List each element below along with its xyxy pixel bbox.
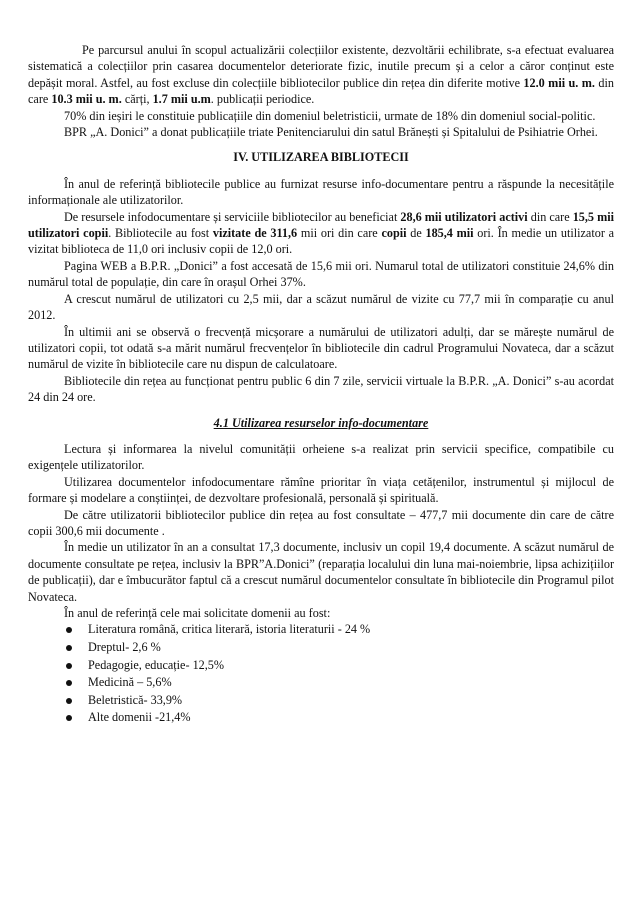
text-run: Pe parcursul anului în scopul actualizării colecțiilor existente, dezvoltării echilibrate, s-a efectuat evaluarea sistematică a colecțiilor prin casarea documentelor deteriorate fizic, inutile precum și a celor a căror conținut este depășit moral. Astfel, au fost excluse din colecțiile bibliotecilor publice din rețea din diferite motive <box>28 43 614 90</box>
emphasized-value: vizitate de 311,6 <box>212 226 298 241</box>
emphasized-value: 185,4 mii <box>425 226 474 241</box>
emphasized-value: 15,5 mii utilizatori copii <box>28 209 614 241</box>
paragraph <box>28 507 614 540</box>
paragraph <box>28 108 614 124</box>
bullet-icon <box>66 645 72 651</box>
text-run: În anul de referință bibliotecile publice au furnizat resurse info-documentare pentru a răspunde la necesitățile informaționale ale utilizatorilor. <box>28 176 614 208</box>
list-item <box>64 709 614 727</box>
text-run: BPR „A. Donici” a donat publicațiile triate Penitenciarului din satul Brănești și Spitalului de Psihiatrie Orhei. <box>64 125 598 140</box>
list-item-label: Pedagogie, educație- 12,5% <box>88 657 225 672</box>
text-run: Lectura și informarea la nivelul comunității orheiene s-a realizat prin servicii specifice, compatibile cu exigențele utilizatorilor. <box>28 441 614 473</box>
section-title: IV. UTILIZAREA BIBLIOTECII <box>233 150 409 165</box>
bullet-icon <box>66 680 72 686</box>
text-run: cărți, <box>121 92 153 107</box>
intro-section <box>28 42 614 140</box>
text-run: . Bibliotecile au fost <box>108 226 213 241</box>
paragraph <box>28 539 614 605</box>
emphasized-value: 12.0 mii u. m. <box>523 75 595 90</box>
paragraph <box>28 42 614 108</box>
paragraph <box>28 474 614 507</box>
text-run: 70% din ieșiri le constituie publicațiile din domeniul beletristicii, urmate de 18% din domeniul social-politic. <box>64 108 596 123</box>
text-run: Utilizarea documentelor infodocumentare rămîne prioritar în viața cetățenilor, instrumentul și mijlocul de formare și modelare a conștiinței, de dezvoltare profesională, personală și spirituală. <box>28 474 614 506</box>
text-run: mii ori din care <box>297 226 382 241</box>
emphasized-value: 1.7 mii u.m <box>152 92 211 107</box>
list-item-label: Dreptul- 2,6 % <box>88 640 161 654</box>
paragraph <box>28 291 614 324</box>
bullet-icon <box>66 663 72 669</box>
list-item <box>64 639 614 657</box>
text-run: De resursele infodocumentare și serviciile bibliotecilor au beneficiat <box>64 209 401 224</box>
text-run: În anul de referință cele mai solicitate domenii au fost: <box>64 606 331 620</box>
text-run: În medie un utilizator în an a consultat 17,3 documente, inclusiv un copil 19,4 documente. A scăzut numărul de documente consultate pe rețea, inclusiv la BPR”A.Donici” (reparația localului din luna mai-noiembrie, lipsa achizițiilor de publicații), dar e îmbucurător faptul că a crescut numărul documentelor consultate în bibliotecile din Programul pilot Novateca. <box>28 540 614 604</box>
paragraph <box>28 124 614 140</box>
paragraph <box>28 605 614 621</box>
bullet-icon <box>66 627 72 633</box>
text-run: ori. În medie un utilizator a vizitat biblioteca de 11,0 ori inclusiv copii de 12,0 ori. <box>28 226 615 257</box>
paragraph <box>28 441 614 474</box>
text-run: din care <box>28 75 614 107</box>
list-item <box>64 674 614 692</box>
text-run: de <box>406 226 426 241</box>
list-item-label: Literatura română, critica literară, istoria literaturii - 24 % <box>88 622 371 637</box>
text-run: A crescut numărul de utilizatori cu 2,5 mii, dar a scăzut numărul de vizite cu 77,7 mii în comparație cu anul 2012. <box>28 291 614 323</box>
bullet-icon <box>66 715 72 721</box>
list-item <box>64 657 614 675</box>
list-item-label: Alte domenii -21,4% <box>88 710 191 725</box>
list-item-label: Medicină – 5,6% <box>88 675 172 690</box>
emphasized-value: 28,6 mii utilizatori activi <box>400 209 528 224</box>
paragraph <box>28 258 614 291</box>
emphasized-value: copii <box>381 226 407 241</box>
text-run: În ultimii ani se observă o frecvență micșorare a numărului de utilizatori adulți, dar se mărește numărul de utilizatori copii, tot odată s-a mărit numărul frecvențelor în bibliotecile din cadrul Programului Novateca, dar a scăzut numărul de vizite în bibliotecile care nu dispun de calculatoare. <box>28 324 614 372</box>
emphasized-value: 10.3 mii u. m. <box>51 92 122 107</box>
subsection-title: 4.1 Utilizarea resurselor info-documentare <box>213 415 429 430</box>
usage-section <box>28 176 614 406</box>
text-run: din care <box>527 209 573 224</box>
resources-section <box>28 441 614 621</box>
text-run: Bibliotecile din rețea au funcționat pentru public 6 din 7 zile, servicii virtuale la B.P.R. „A. Donici” s-au acordat 24 din 24 ore. <box>28 373 614 405</box>
list-item-label: Beletristică- 33,9% <box>88 692 183 707</box>
bullet-icon <box>66 698 72 704</box>
list-item <box>64 692 614 710</box>
text-run: Pagina WEB a B.P.R. „Donici” a fost accesată de 15,6 mii ori. Numarul total de utilizatori constituie 24,6% din numărul total de populație, din care în orașul Orhei 37%. <box>28 258 614 290</box>
paragraph <box>28 324 614 373</box>
domains-list <box>28 621 614 727</box>
text-run: . publicații periodice. <box>210 92 315 107</box>
list-item <box>64 621 614 639</box>
paragraph <box>28 373 614 406</box>
paragraph <box>28 176 614 209</box>
text-run: De către utilizatorii bibliotecilor publice din rețea au fost consultate – 477,7 mii documente din care de către copii 300,6 mii documente . <box>28 507 614 538</box>
paragraph <box>28 209 614 258</box>
